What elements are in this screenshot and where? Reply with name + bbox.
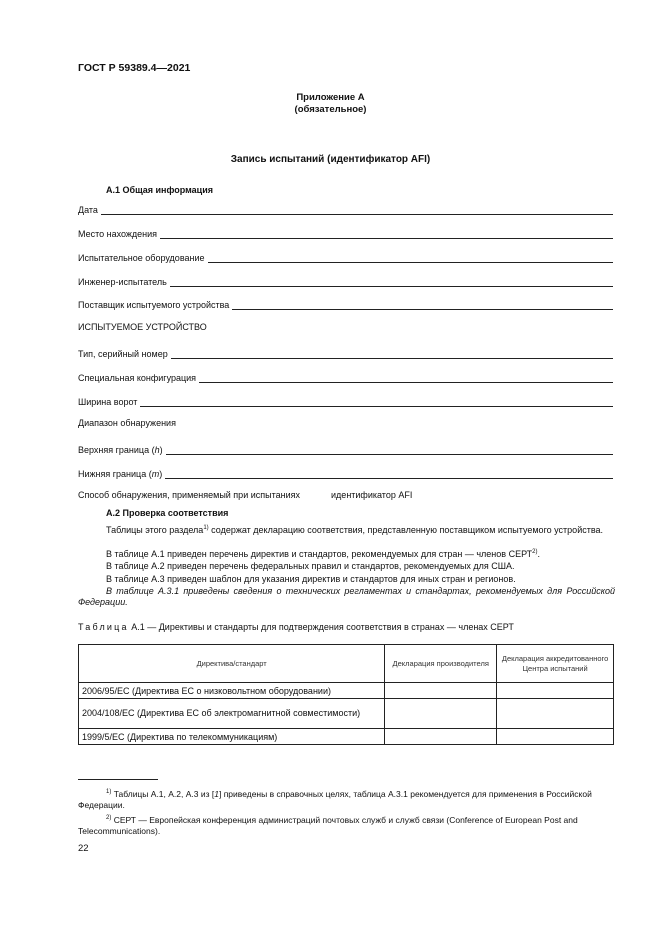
section-a1-heading: А.1 Общая информация xyxy=(106,185,213,195)
annex-subtitle: (обязательное) xyxy=(294,104,367,115)
fill-line xyxy=(165,468,613,479)
directives-table xyxy=(78,644,614,745)
header-lab-declaration: Декларация аккредитованного Центра испытаний xyxy=(497,645,614,683)
footnote-1: $^{1)}$ Таблицы А.1, А.2, А.3 из [1] приведены в справочных целях, таблица А.3.1 рекомендуется для применения в Российской Федерации. xyxy=(78,789,592,810)
footnote-2: $^{2)}$ СЕРТ — Европейская конференция администраций почтовых служб и служб связи (Conference of European Post and Telecommunications). xyxy=(78,815,578,836)
annex-title: Приложение А xyxy=(296,92,365,103)
field-test-equipment xyxy=(78,249,613,263)
field-label: Испытательное оборудование xyxy=(78,253,205,263)
fill-line xyxy=(170,276,613,287)
field-label: Верхняя граница (h) xyxy=(78,445,163,455)
field-special-config xyxy=(78,369,613,383)
page-number: 22 xyxy=(78,843,89,854)
field-label: Ширина ворот xyxy=(78,397,138,407)
field-date xyxy=(78,201,613,215)
field-device-supplier xyxy=(78,296,613,310)
header-directive: Директива/стандарт xyxy=(79,645,385,683)
field-label: Место нахождения xyxy=(78,229,158,239)
detection-method-label: Способ обнаружения, применяемый при испытаниях xyxy=(78,490,300,500)
field-label: Дата xyxy=(78,205,98,215)
fill-line xyxy=(160,228,613,239)
field-label: Специальная конфигурация xyxy=(78,373,197,383)
field-upper-bound xyxy=(78,441,613,455)
table-caption: Таблица А.1 — Директивы и стандарты для подтверждения соответствия в странах — членах СЕРТ xyxy=(78,622,514,632)
field-type-serial xyxy=(78,345,613,359)
table-header-row xyxy=(79,645,614,683)
field-label: Нижняя граница (m) xyxy=(78,469,163,479)
table-cell-directive: 2006/95/ЕС (Директива ЕС о низковольтном оборудовании) xyxy=(79,683,385,699)
field-lower-bound xyxy=(78,465,613,479)
paragraph-1: Таблицы этого раздела$^{1)}$ содержат декларацию соответствия, представленную поставщиком испытуемого устройства. xyxy=(106,525,604,535)
table-cell-directive: 1999/5/ЕС (Директива по телекоммуникациям) xyxy=(79,729,385,745)
field-location xyxy=(78,225,613,239)
table-cell-directive: 2004/108/ЕС (Директива ЕС об электромагнитной совместимости) xyxy=(79,699,385,729)
section-a2-heading: А.2 Проверка соответствия xyxy=(106,508,229,518)
fill-line xyxy=(208,252,613,263)
document-id: ГОСТ Р 59389.4—2021 xyxy=(78,62,191,74)
table-cell-empty xyxy=(497,683,614,699)
table-row xyxy=(79,729,614,745)
table-row xyxy=(79,683,614,699)
paragraph-5: В таблице А.3.1 приведены сведения о технических регламентах и стандартах, рекомендуемых для Российской Федерации. xyxy=(78,586,615,607)
paragraph-3: В таблице А.2 приведен перечень федеральных правил и стандартов, рекомендуемых для США. xyxy=(106,561,515,571)
field-label: Поставщик испытуемого устройства xyxy=(78,300,230,310)
table-cell-empty xyxy=(385,683,497,699)
header-manufacturer-declaration: Декларация производителя xyxy=(385,645,497,683)
record-title: Запись испытаний (идентификатор AFI) xyxy=(230,154,431,165)
fill-line xyxy=(101,204,613,215)
fill-line xyxy=(140,396,613,407)
device-heading: ИСПЫТУЕМОЕ УСТРОЙСТВО xyxy=(78,322,207,332)
field-gate-width xyxy=(78,393,613,407)
paragraph-4: В таблице А.3 приведен шаблон для указания директив и стандартов для иных стран и регионов. xyxy=(106,574,516,584)
field-label: Инженер-испытатель xyxy=(78,277,167,287)
footnote-separator xyxy=(78,779,158,780)
field-label: Тип, серийный номер xyxy=(78,349,168,359)
table-cell-empty xyxy=(497,699,614,729)
table-cell-empty xyxy=(385,699,497,729)
table-cell-empty xyxy=(385,729,497,745)
field-test-engineer xyxy=(78,273,613,287)
fill-line xyxy=(166,444,613,455)
detection-method-value: идентификатор AFI xyxy=(331,490,413,500)
table-cell-empty xyxy=(497,729,614,745)
fill-line xyxy=(199,372,613,383)
table-row xyxy=(79,699,614,729)
fill-line xyxy=(171,348,613,359)
detection-range-heading: Диапазон обнаружения xyxy=(78,418,176,428)
fill-line xyxy=(232,299,613,310)
paragraph-2: В таблице А.1 приведен перечень директив и стандартов, рекомендуемых для стран — членов СЕРТ$^{2)}$. xyxy=(106,549,541,559)
detection-method xyxy=(78,490,412,500)
